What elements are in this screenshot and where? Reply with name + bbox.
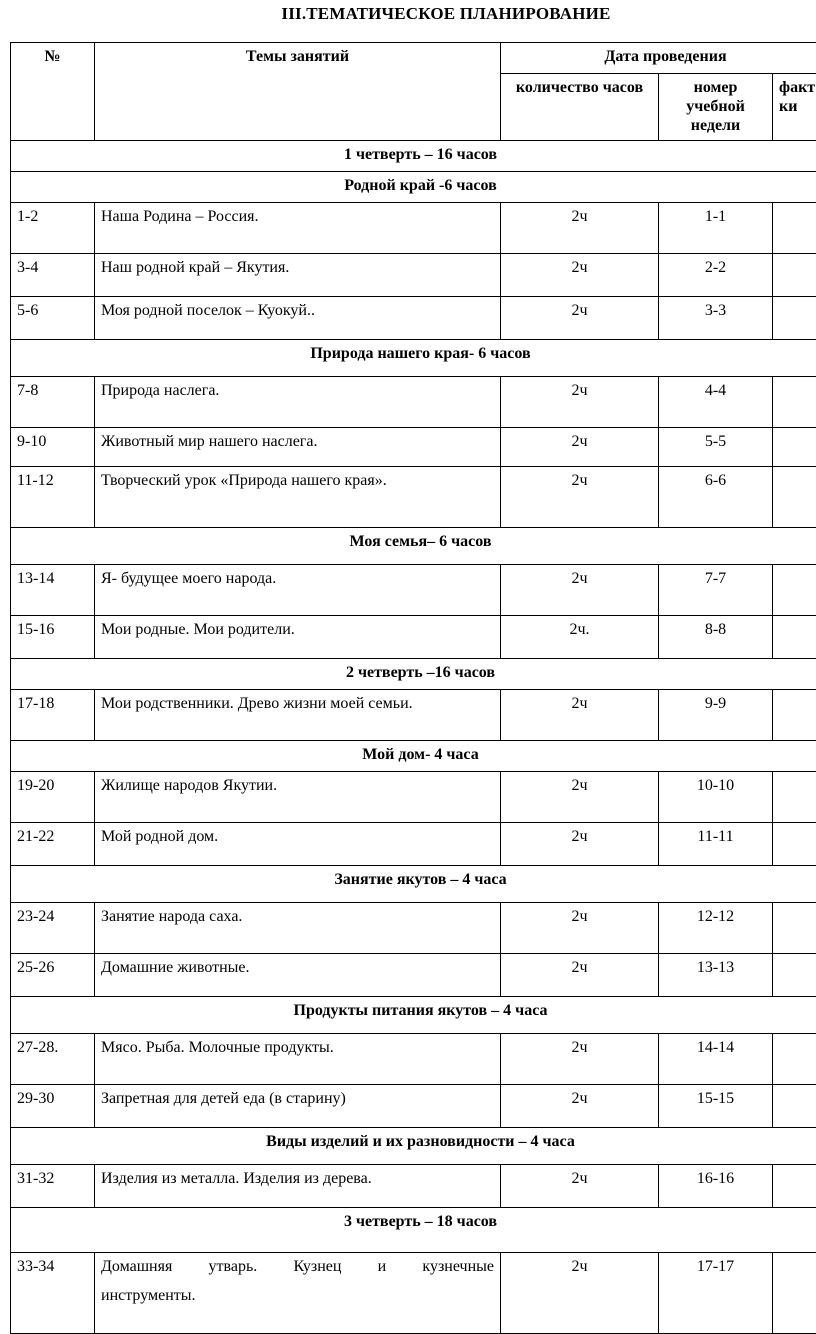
lesson-hours: 2ч <box>501 427 659 466</box>
lesson-topic: Запретная для детей еда (в старину) <box>95 1084 501 1127</box>
lesson-week: 11-11 <box>659 822 773 865</box>
plan-table-body <box>11 43 816 1334</box>
lesson-topic: Мой родной дом. <box>95 822 501 865</box>
lesson-hours: 2ч <box>501 466 659 527</box>
lesson-number: 7-8 <box>11 376 95 427</box>
lesson-hours: 2ч <box>501 296 659 339</box>
lesson-topic: Животный мир нашего наслега. <box>95 427 501 466</box>
lesson-number: 11-12 <box>11 466 95 527</box>
lesson-number: 1-2 <box>11 202 95 253</box>
lesson-number: 31-32 <box>11 1164 95 1207</box>
lesson-hours: 2ч <box>501 202 659 253</box>
page-title: III.ТЕМАТИЧЕСКОЕ ПЛАНИРОВАНИЕ <box>0 4 816 24</box>
section-title: 1 четверть – 16 часов <box>11 140 816 171</box>
header-row <box>11 43 816 74</box>
lesson-fact <box>773 564 816 615</box>
header-num: № <box>11 43 95 141</box>
section-title: Виды изделий и их разновидности – 4 часа <box>11 1127 816 1164</box>
header-week: номер учебной недели <box>659 74 773 141</box>
lesson-week: 1-1 <box>659 202 773 253</box>
lesson-hours: 2ч <box>501 1084 659 1127</box>
lesson-fact <box>773 1252 816 1333</box>
section-row <box>11 171 816 202</box>
section-title: Природа нашего края- 6 часов <box>11 339 816 376</box>
lesson-row <box>11 564 816 615</box>
lesson-number: 25-26 <box>11 953 95 996</box>
lesson-topic: Жилище народов Якутии. <box>95 771 501 822</box>
lesson-row <box>11 427 816 466</box>
lesson-topic: Я- будущее моего народа. <box>95 564 501 615</box>
section-row <box>11 740 816 771</box>
lesson-row <box>11 902 816 953</box>
section-row <box>11 865 816 902</box>
lesson-week: 7-7 <box>659 564 773 615</box>
lesson-row <box>11 822 816 865</box>
lesson-fact <box>773 1033 816 1084</box>
lesson-week: 16-16 <box>659 1164 773 1207</box>
header-date: Дата проведения <box>501 43 816 74</box>
lesson-week: 3-3 <box>659 296 773 339</box>
section-row <box>11 527 816 564</box>
lesson-hours: 2ч <box>501 822 659 865</box>
lesson-week: 2-2 <box>659 253 773 296</box>
section-row <box>11 658 816 689</box>
lesson-number: 19-20 <box>11 771 95 822</box>
lesson-topic: Домашние животные. <box>95 953 501 996</box>
lesson-fact <box>773 953 816 996</box>
lesson-week: 5-5 <box>659 427 773 466</box>
lesson-fact <box>773 376 816 427</box>
lesson-hours: 2ч <box>501 771 659 822</box>
lesson-hours: 2ч <box>501 1164 659 1207</box>
lesson-fact <box>773 1164 816 1207</box>
lesson-week: 8-8 <box>659 615 773 658</box>
lesson-row <box>11 615 816 658</box>
lesson-topic: Мои родственники. Древо жизни моей семьи. <box>95 689 501 740</box>
lesson-fact <box>773 771 816 822</box>
lesson-number: 17-18 <box>11 689 95 740</box>
lesson-week: 13-13 <box>659 953 773 996</box>
lesson-hours: 2ч <box>501 1033 659 1084</box>
lesson-topic-line: Домашняя утварь. Кузнец и кузнечные <box>101 1257 494 1276</box>
lesson-topic: Природа наслега. <box>95 376 501 427</box>
header-fact: факт ки <box>773 74 816 141</box>
section-title: Моя семья– 6 часов <box>11 527 816 564</box>
lesson-topic: Наша Родина – Россия. <box>95 202 501 253</box>
lesson-number: 3-4 <box>11 253 95 296</box>
lesson-week: 6-6 <box>659 466 773 527</box>
lesson-topic: Занятие народа саха. <box>95 902 501 953</box>
section-row <box>11 339 816 376</box>
lesson-fact <box>773 466 816 527</box>
lesson-row <box>11 1164 816 1207</box>
lesson-row <box>11 1084 816 1127</box>
lesson-hours: 2ч <box>501 564 659 615</box>
lesson-number: 5-6 <box>11 296 95 339</box>
lesson-fact <box>773 427 816 466</box>
lesson-row <box>11 253 816 296</box>
lesson-number: 9-10 <box>11 427 95 466</box>
lesson-row <box>11 202 816 253</box>
lesson-fact <box>773 615 816 658</box>
lesson-hours: 2ч <box>501 902 659 953</box>
header-hours: количество часов <box>501 74 659 141</box>
lesson-fact <box>773 253 816 296</box>
section-title: 2 четверть –16 часов <box>11 658 816 689</box>
lesson-row <box>11 953 816 996</box>
lesson-number: 27-28. <box>11 1033 95 1084</box>
lesson-hours: 2ч <box>501 689 659 740</box>
lesson-hours: 2ч <box>501 953 659 996</box>
section-title: Мой дом- 4 часа <box>11 740 816 771</box>
lesson-number: 23-24 <box>11 902 95 953</box>
lesson-topic: Наш родной край – Якутия. <box>95 253 501 296</box>
section-row <box>11 996 816 1033</box>
section-title: Родной край -6 часов <box>11 171 816 202</box>
lesson-week: 15-15 <box>659 1084 773 1127</box>
header-topic: Темы занятий <box>95 43 501 141</box>
section-row <box>11 1127 816 1164</box>
lesson-number: 21-22 <box>11 822 95 865</box>
plan-table <box>10 42 816 1334</box>
lesson-topic: Мои родные. Мои родители. <box>95 615 501 658</box>
lesson-week: 10-10 <box>659 771 773 822</box>
lesson-week: 4-4 <box>659 376 773 427</box>
lesson-topic: Изделия из металла. Изделия из дерева. <box>95 1164 501 1207</box>
section-title: Занятие якутов – 4 часа <box>11 865 816 902</box>
lesson-row <box>11 376 816 427</box>
lesson-topic <box>95 1252 501 1333</box>
lesson-number: 15-16 <box>11 615 95 658</box>
lesson-fact <box>773 689 816 740</box>
lesson-hours: 2ч <box>501 1252 659 1333</box>
lesson-topic: Творческий урок «Природа нашего края». <box>95 466 501 527</box>
lesson-topic: Моя родной поселок – Куокуй.. <box>95 296 501 339</box>
lesson-fact <box>773 902 816 953</box>
lesson-row <box>11 689 816 740</box>
lesson-week: 9-9 <box>659 689 773 740</box>
section-row <box>11 1207 816 1252</box>
lesson-fact <box>773 296 816 339</box>
lesson-row <box>11 466 816 527</box>
section-title: Продукты питания якутов – 4 часа <box>11 996 816 1033</box>
lesson-row <box>11 771 816 822</box>
lesson-hours: 2ч. <box>501 615 659 658</box>
lesson-row <box>11 296 816 339</box>
lesson-number: 33-34 <box>11 1252 95 1333</box>
lesson-week: 14-14 <box>659 1033 773 1084</box>
section-title: 3 четверть – 18 часов <box>11 1207 816 1252</box>
lesson-topic-line: инструменты. <box>101 1286 494 1305</box>
lesson-fact <box>773 202 816 253</box>
lesson-week: 17-17 <box>659 1252 773 1333</box>
section-row <box>11 140 816 171</box>
lesson-hours: 2ч <box>501 376 659 427</box>
lesson-hours: 2ч <box>501 253 659 296</box>
lesson-topic: Мясо. Рыба. Молочные продукты. <box>95 1033 501 1084</box>
lesson-row <box>11 1252 816 1333</box>
lesson-week: 12-12 <box>659 902 773 953</box>
lesson-number: 13-14 <box>11 564 95 615</box>
lesson-row <box>11 1033 816 1084</box>
lesson-fact <box>773 822 816 865</box>
lesson-fact <box>773 1084 816 1127</box>
lesson-number: 29-30 <box>11 1084 95 1127</box>
